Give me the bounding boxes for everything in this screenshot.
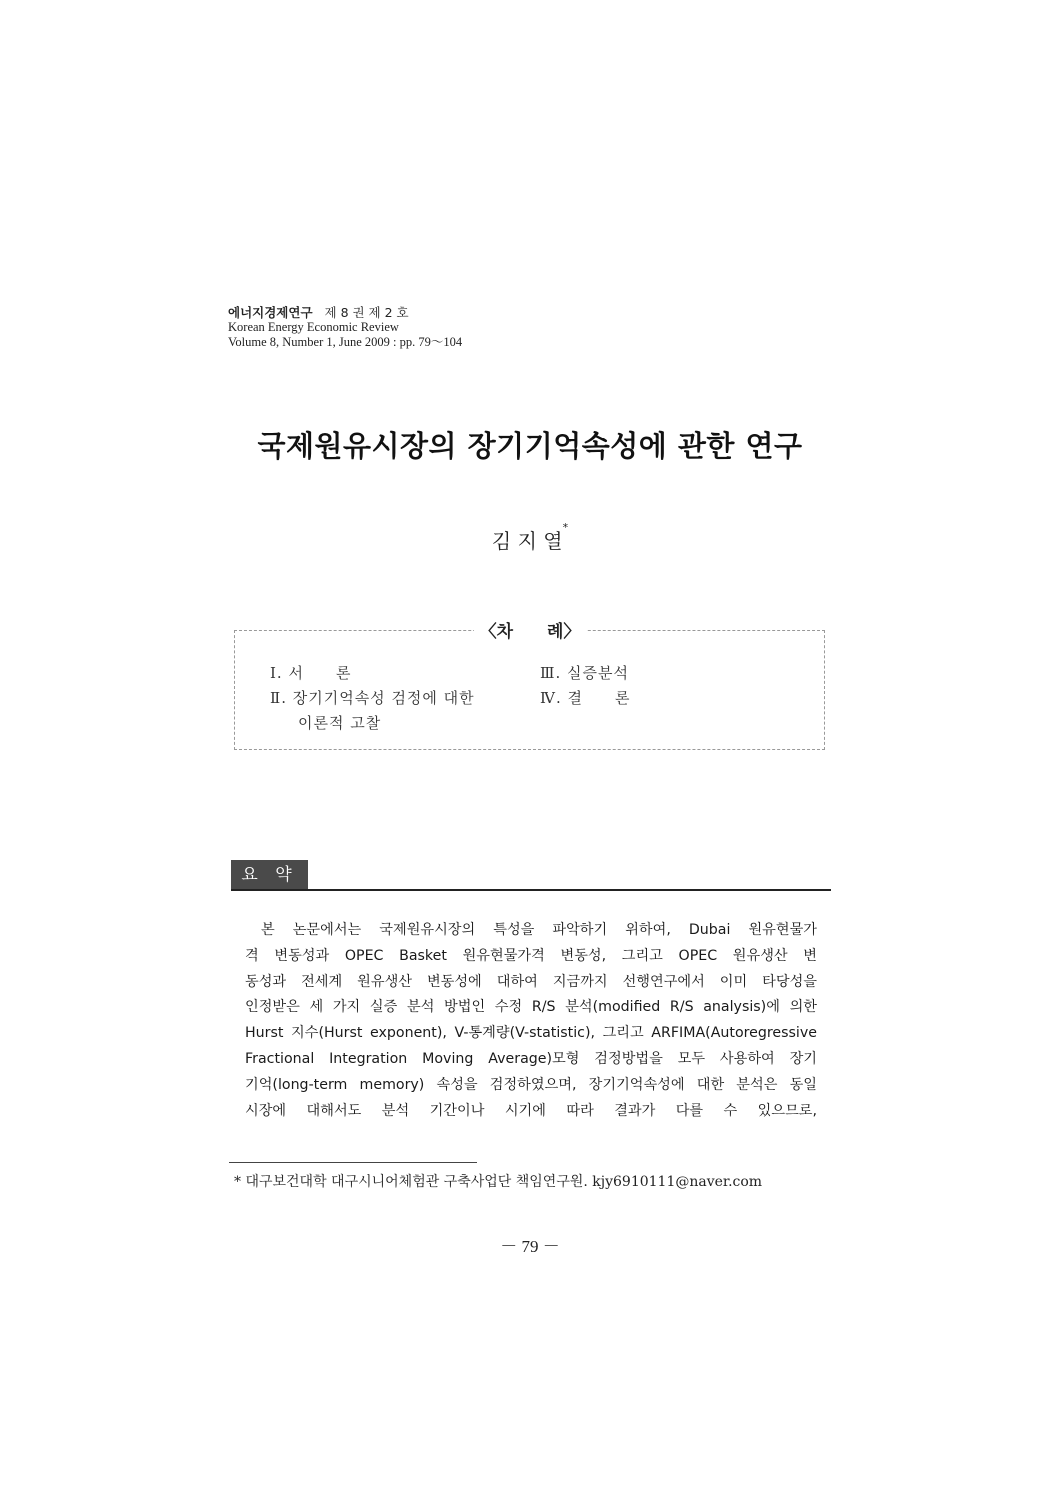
abstract-line: Hurst 지수(Hurst exponent), V-통계량(V-statistic), 그리고 ARFIMA(Autoregressive — [245, 1025, 817, 1042]
abstract-rule — [231, 889, 831, 891]
footnote: * 대구보건대학 대구시니어체험관 구축사업단 책임연구원. kjy6910111@naver.com — [234, 1174, 763, 1190]
toc-heading-text: 〈차 례〉 — [474, 622, 587, 642]
toc-heading — [0, 617, 1060, 642]
toc-item-3: Ⅲ. 실증분석 — [540, 664, 629, 682]
journal-issue-ko: 제 8 권 제 2 호 — [324, 305, 409, 320]
abstract-line: 기억(long-term memory) 속성을 검정하였으며, 장기기억속성에 대한 분석은 동일 — [245, 1076, 817, 1093]
journal-citation: Volume 8, Number 1, June 2009 : pp. 79～104 — [228, 335, 463, 349]
journal-header — [228, 305, 462, 350]
toc-item-1: Ⅰ. 서 론 — [270, 664, 352, 682]
abstract-body — [245, 918, 817, 1124]
abstract-line: Fractional Integration Moving Average)모형 검정방법을 모두 사용하여 장기 — [245, 1050, 817, 1067]
abstract-line: 격 변동성과 OPEC Basket 원유현물가격 변동성, 그리고 OPEC 원유생산 변 — [245, 947, 817, 964]
toc-item-2-cont: 이론적 고찰 — [298, 714, 382, 732]
abstract-label: 요 약 — [231, 860, 308, 890]
abstract-line: 동성과 전세계 원유생산 변동성에 대하여 지금까지 선행연구에서 이미 타당성을 — [245, 973, 817, 990]
toc-item-2: Ⅱ. 장기기억속성 검정에 대한 — [270, 689, 475, 707]
journal-name-ko: 에너지경제연구 — [228, 305, 313, 320]
toc-item-4: Ⅳ. 결 론 — [540, 689, 631, 707]
abstract-line: 시장에 대해서도 분석 기간이나 시기에 따라 결과가 다를 수 있으므로, — [245, 1102, 817, 1119]
journal-name-en: Korean Energy Economic Review — [228, 320, 399, 334]
abstract-line: 본 논문에서는 국제원유시장의 특성을 파악하기 위하여, Dubai 원유현물가 — [261, 922, 817, 938]
author — [0, 521, 1060, 554]
abstract-line: 인정받은 세 가지 실증 분석 방법인 수정 R/S 분석(modified R/S analysis)에 의한 — [245, 999, 817, 1016]
journal-line-ko — [228, 305, 462, 320]
author-name: 김 지 열 — [491, 529, 563, 553]
footnote-rule — [229, 1162, 477, 1163]
page-number: － 79 － — [500, 1237, 560, 1256]
paper-title: 국제원유시장의 장기기억속성에 관한 연구 — [257, 429, 803, 463]
author-footnote-mark: * — [562, 521, 569, 534]
